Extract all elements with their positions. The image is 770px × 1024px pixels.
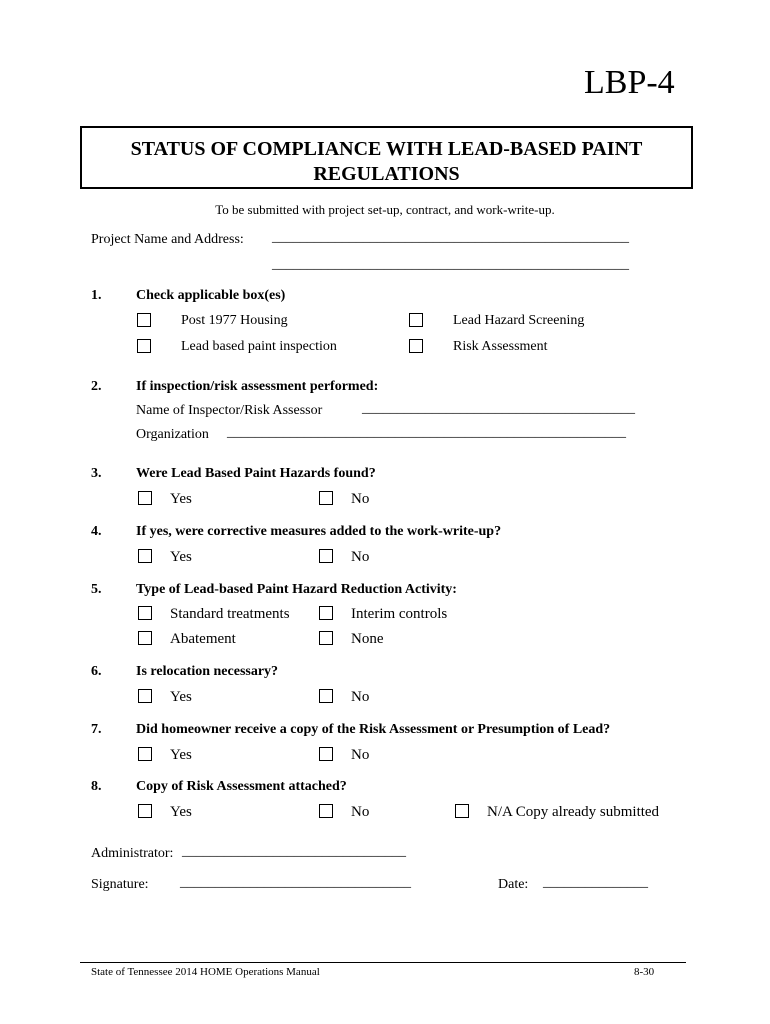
inspector-name-label: Name of Inspector/Risk Assessor xyxy=(136,403,323,418)
section-5-number: 5. xyxy=(91,582,102,597)
corrective-yes-checkbox[interactable] xyxy=(138,549,152,563)
relocation-yes-checkbox[interactable] xyxy=(138,689,152,703)
date-line[interactable]: _______________ xyxy=(543,875,648,890)
section-6-heading: Is relocation necessary? xyxy=(136,664,279,679)
form-id: LBP-4 xyxy=(584,64,675,101)
attached-yes-label: Yes xyxy=(170,804,192,820)
footer-left: State of Tennessee 2014 HOME Operations Manual xyxy=(91,966,320,978)
section-8-number: 8. xyxy=(91,779,102,794)
corrective-no-checkbox[interactable] xyxy=(319,549,333,563)
lbp-inspection-checkbox[interactable] xyxy=(137,339,151,353)
received-copy-no-label: No xyxy=(351,747,370,763)
post-1977-label: Post 1977 Housing xyxy=(181,313,288,328)
project-line-1[interactable]: ___________________________________________________ xyxy=(272,230,629,245)
lbp-inspection-label: Lead based paint inspection xyxy=(181,339,337,354)
organization-line[interactable]: _________________________________________________________ xyxy=(227,425,626,440)
section-2-heading: If inspection/risk assessment performed: xyxy=(136,379,379,394)
hazards-found-no-label: No xyxy=(351,491,370,507)
none-label: None xyxy=(351,631,384,647)
risk-assessment-label: Risk Assessment xyxy=(453,339,548,354)
section-4-number: 4. xyxy=(91,524,102,539)
abatement-label: Abatement xyxy=(170,631,236,647)
relocation-no-checkbox[interactable] xyxy=(319,689,333,703)
attached-no-label: No xyxy=(351,804,370,820)
relocation-yes-label: Yes xyxy=(170,689,192,705)
section-8-heading: Copy of Risk Assessment attached? xyxy=(136,779,347,794)
signature-line[interactable]: _________________________________ xyxy=(180,875,411,890)
administrator-label: Administrator: xyxy=(91,846,174,861)
section-2-number: 2. xyxy=(91,379,102,394)
project-line-2[interactable]: ___________________________________________________ xyxy=(272,257,629,272)
post-1977-checkbox[interactable] xyxy=(137,313,151,327)
date-label: Date: xyxy=(498,877,529,892)
section-7-heading: Did homeowner receive a copy of the Risk Assessment or Presumption of Lead? xyxy=(136,722,611,737)
title-box xyxy=(80,126,693,189)
received-copy-yes-label: Yes xyxy=(170,747,192,763)
instruction-text: To be submitted with project set-up, contract, and work-write-up. xyxy=(215,202,555,217)
attached-no-checkbox[interactable] xyxy=(319,804,333,818)
none-checkbox[interactable] xyxy=(319,631,333,645)
attached-na-label: N/A Copy already submitted xyxy=(487,804,660,820)
hazards-found-no-checkbox[interactable] xyxy=(319,491,333,505)
section-6-number: 6. xyxy=(91,664,102,679)
relocation-no-label: No xyxy=(351,689,370,705)
attached-na-checkbox[interactable] xyxy=(455,804,469,818)
project-label: Project Name and Address: xyxy=(91,232,244,247)
hazards-found-yes-checkbox[interactable] xyxy=(138,491,152,505)
signature-label: Signature: xyxy=(91,877,149,892)
section-3-heading: Were Lead Based Paint Hazards found? xyxy=(136,466,376,481)
section-4-heading: If yes, were corrective measures added to the work-write-up? xyxy=(136,524,502,539)
title-line-1: STATUS OF COMPLIANCE WITH LEAD-BASED PAINT xyxy=(130,138,643,160)
organization-label: Organization xyxy=(136,427,209,442)
administrator-line[interactable]: ________________________________ xyxy=(182,844,406,859)
footer-page-number: 8-30 xyxy=(634,966,655,978)
section-1-heading: Check applicable box(es) xyxy=(136,288,286,303)
received-copy-yes-checkbox[interactable] xyxy=(138,747,152,761)
section-5-heading: Type of Lead-based Paint Hazard Reduction Activity: xyxy=(136,582,457,597)
hazards-found-yes-label: Yes xyxy=(170,491,192,507)
standard-treatments-label: Standard treatments xyxy=(170,606,290,622)
abatement-checkbox[interactable] xyxy=(138,631,152,645)
section-3-number: 3. xyxy=(91,466,102,481)
section-7-number: 7. xyxy=(91,722,102,737)
standard-treatments-checkbox[interactable] xyxy=(138,606,152,620)
corrective-no-label: No xyxy=(351,549,370,565)
inspector-name-line[interactable]: _______________________________________ xyxy=(362,401,635,416)
section-1-number: 1. xyxy=(91,288,102,303)
interim-controls-checkbox[interactable] xyxy=(319,606,333,620)
lead-hazard-screening-label: Lead Hazard Screening xyxy=(453,313,585,328)
interim-controls-label: Interim controls xyxy=(351,606,448,622)
footer-rule xyxy=(80,962,686,963)
risk-assessment-checkbox[interactable] xyxy=(409,339,423,353)
received-copy-no-checkbox[interactable] xyxy=(319,747,333,761)
attached-yes-checkbox[interactable] xyxy=(138,804,152,818)
title-line-2: REGULATIONS xyxy=(313,163,460,185)
corrective-yes-label: Yes xyxy=(170,549,192,565)
lead-hazard-screening-checkbox[interactable] xyxy=(409,313,423,327)
